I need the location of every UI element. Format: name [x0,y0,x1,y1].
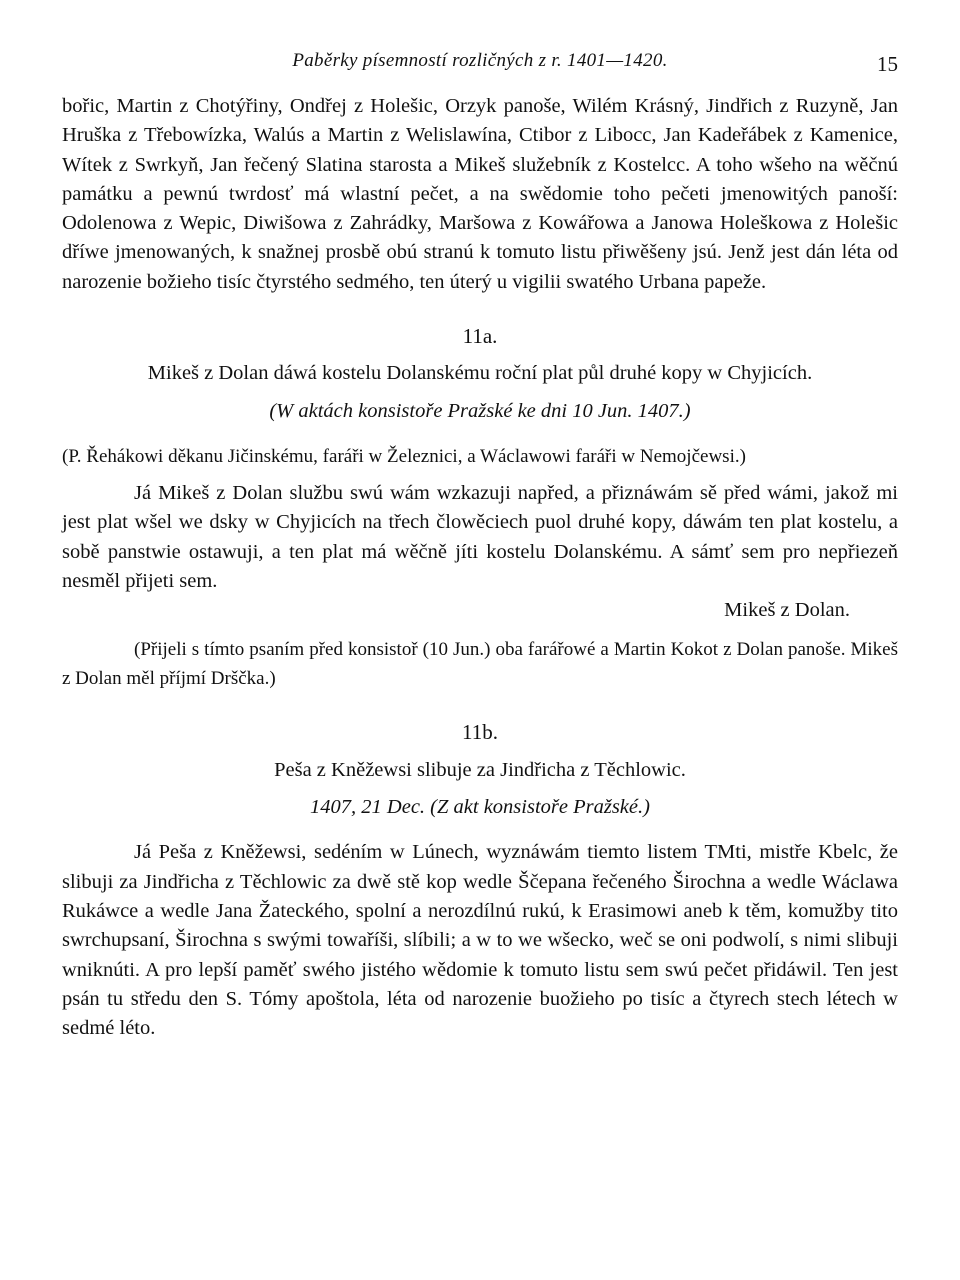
document-source-11b: 1407, 21 Dec. (Z akt konsistoře Pražské.) [310,796,650,819]
closing-note-11a: (Přijeli s tímto psaním před konsistoř (10 Jun.) oba farářowé a Martin Kokot z Dolan panoše. Mikeš z Dolan měl příjmí Drščka.) [62,639,898,690]
document-number-11b: 11b. [462,720,498,745]
document-body-11a: Já Mikeš z Dolan službu swú wám wzkazuji napřed, a přiznáwám sě před wámi, jakož mi jest plat wšel we dsky w Chyjicích na třech člowěciech puol druhé kopy, dáwám ten plat kostelu, a sobě panstwie ostawuji, a ten plat má wěčně jíti kostelu Dolanskému. A sámť sem pro nepřiezeň nesměl přijeti sem. [62,481,898,592]
document-number-11a: 11a. [462,324,498,349]
signature-11a: Mikeš z Dolan. [724,599,850,622]
continued-paragraph: bořic, Martin z Chotýřiny, Ondřej z Holešic, Orzyk panoše, Wilém Krásný, Jindřich z Ruzyně, Jan Hruška z Třebowízka, Walús a Martin z Welislawína, Ctibor z Libocc, Jan Kadeřábek z Kamenice, Wítek z Swrkyň, Jan řečený Slatina starosta a Mikeš služebník z Kostelcc. A toho wšeho na wěčnú památku a pewnú twrdosť má wlastní pečet, a na swědomie toho pečeti jmenowitých panoší: Odolenowa z Wepic, Diwišowa z Zahrádky, Maršowa z Kowářowa a Janowa Holeškowa z Holešic dříwe jmenowaných, k snažnej prosbě obú stranú k tomuto listu přiwěšeny jsú. Jenž jest dán léta od narozenie božieho tisíc čtyrstého sedmého, ten úterý u vigilii swatého Urbana papeže. [62,95,898,293]
document-source-11a: (W aktách konsistoře Pražské ke dni 10 Jun. 1407.) [269,399,691,422]
document-summary-11a: Mikeš z Dolan dáwá kostelu Dolanskému roční plat půl druhé kopy w Chyjicích. [147,362,813,385]
running-title: Paběrky písemností rozličných z r. 1401—1420. [292,50,668,71]
page-number: 15 [877,52,898,76]
addressee-note-11a: (P. Řehákowi děkanu Jičinskému, faráři w Železnici, a Wáclawowi faráři w Nemojčewsi.) [62,445,746,467]
document-body-11b: Já Peša z Kněžewsi, sedéním w Lúnech, wyznáwám tiemto listem TMti, mistře Kbelc, že slibuji za Jindřicha z Těchlowic za dwě stě kop wedle Ščepana řečeného Širochna a wedle Wáclawa Rukáwce a wedle Jana Žateckého, spolní a nerozdílnú rukú, k Erasimowi aneb k těm, komužby tito swrchupsaní, Širochna s swými towaříši, slíbili; a w to we wšecko, weč se oni podwolí, s nimi slibuji wniknúti. A pro lepší paměť swého jistého wědomie k tomuto listu sem swú pečet přidáwil. Ten jest psán tu středu den S. Tómy apoštola, léta od narozenie buožieho po tisíc a čtyrech stech létech w sedmé léto. [62,841,898,1040]
running-head [62,48,898,78]
text-block [62,92,898,1043]
document-summary-11b: Peša z Kněžewsi slibuje za Jindřicha z Těchlowic. [274,758,686,781]
